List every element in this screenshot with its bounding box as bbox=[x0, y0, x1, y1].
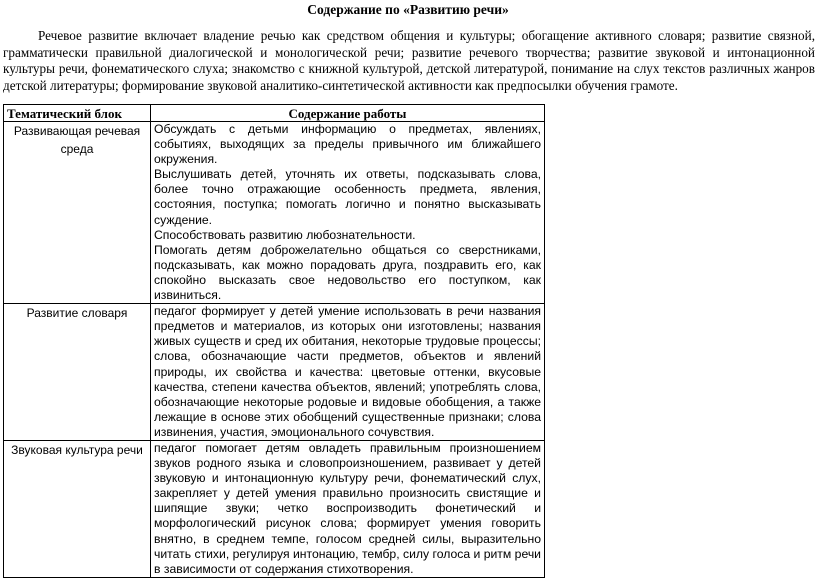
content-paragraph: Обсуждать с детьми информацию о предметах, явлениях, событиях, выходящих за пределы привычного им ближайшего окружения. bbox=[154, 122, 541, 167]
header-thematic-block: Тематический блок bbox=[4, 105, 151, 122]
page-title: Содержание по «Развитию речи» bbox=[307, 2, 509, 17]
table-row bbox=[4, 440, 545, 577]
table-row bbox=[4, 304, 545, 441]
row-content-vocabulary bbox=[151, 304, 545, 441]
row-block-sound-culture: Звуковая культура речи bbox=[4, 440, 151, 577]
content-paragraph: педагог формирует у детей умение использовать в речи названия предметов и материалов, из которых они изготовлены; названия живых существ и сред их обитания, некоторые трудовые процессы; слова, обозначающие части предметов, объектов и явлений природы, их свойства и качества: цветовые оттенки, вкусовые качества, степени качества объектов, явлений; употреблять слова, обозначающие некоторые родовые и видовые обобщения, а также лежащие в основе этих обобщений существенные признаки; слова извинения, участия, эмоционального сочувствия. bbox=[154, 304, 541, 439]
row-content-speech-environment bbox=[151, 122, 545, 304]
header-work-content: Содержание работы bbox=[151, 105, 545, 122]
table-row bbox=[4, 122, 545, 304]
intro-paragraph: Речевое развитие включает владение речью как средством общения и культуры; обогащение активного словаря; развитие связной, грамматически правильной диалогической и монологической речи; развитие речевого творчества; развитие звуковой и интонационной культуры речи, фонематического слуха; знакомство с книжной культурой, детской литературой, понимание на слух текстов различных жанров детской литературы; формирование звуковой аналитико-синтетической активности как предпосылки обучения грамоте. bbox=[3, 28, 815, 94]
content-table bbox=[3, 104, 545, 578]
row-block-vocabulary: Развитие словаря bbox=[4, 304, 151, 441]
table-header-row bbox=[4, 105, 545, 122]
content-paragraph: Помогать детям доброжелательно общаться со сверстниками, подсказывать, как можно порадовать друга, поздравить его, как спокойно высказать свое недовольство его поступком, как извиниться. bbox=[154, 242, 541, 303]
content-paragraph: Способствовать развитию любознательности. bbox=[154, 227, 416, 242]
row-content-sound-culture bbox=[151, 440, 545, 577]
row-block-speech-environment: Развивающая речевая среда bbox=[4, 122, 151, 304]
content-paragraph: Выслушивать детей, уточнять их ответы, подсказывать слова, более точно отражающие особенность предмета, явления, состояния, поступка; помогать логично и понятно высказывать суждение. bbox=[154, 167, 541, 227]
content-paragraph: педагог помогает детям овладеть правильным произношением звуков родного языка и словопроизношением, развивает у детей звуковую и интонационную культуру речи, фонематический слух, закрепляет у детей умения правильно произносить свистящие и шипящие звуки; четко воспроизводить фонетический и морфологический рисунок слова; формирует умения говорить внятно, в среднем темпе, голосом средней силы, выразительно читать стихи, регулируя интонацию, тембр, силу голоса и ритм речи в зависимости от содержания стихотворения. bbox=[154, 440, 541, 576]
